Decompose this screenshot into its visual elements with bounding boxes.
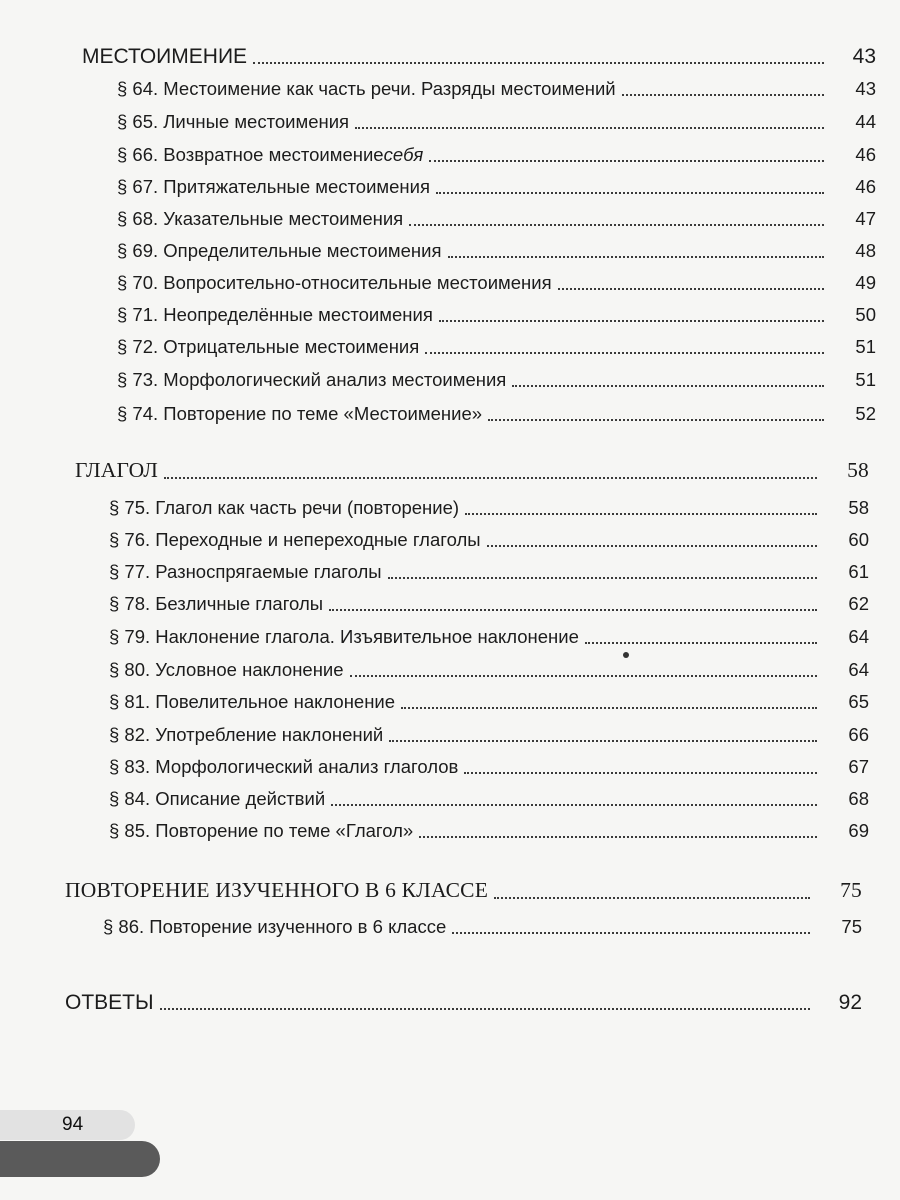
toc-page-number: 69 (848, 820, 869, 841)
toc-page-number: 64 (848, 626, 869, 647)
dot-leader (558, 288, 824, 290)
toc-entry-title: ПОВТОРЕНИЕ ИЗУЧЕННОГО В 6 КЛАССЕ (65, 878, 489, 902)
dot-leader (401, 707, 817, 709)
toc-page-number: 92 (838, 991, 862, 1014)
dot-leader (448, 256, 825, 258)
toc-page-number: 43 (855, 78, 876, 99)
toc-entry-title: § 75. Глагол как часть речи (повторение) (109, 497, 460, 518)
toc-entry-title: § 80. Условное наклонение (109, 659, 344, 680)
dot-leader (329, 609, 817, 611)
toc-entry (109, 531, 869, 550)
print-speck (623, 652, 629, 658)
toc-page-number: 49 (855, 272, 876, 293)
toc-entry-title: § 85. Повторение по теме «Глагол» (109, 820, 414, 841)
footer-decorative-bar (0, 1141, 160, 1177)
toc-entry (109, 693, 869, 712)
toc-entry-title: МЕСТОИМЕНИЕ (82, 45, 248, 68)
toc-page-number: 51 (855, 336, 876, 357)
toc-entry-title: § 84. Описание действий (109, 788, 326, 809)
toc-entry (109, 790, 869, 809)
toc-page-number: 64 (848, 659, 869, 680)
toc-entry (117, 80, 876, 99)
toc-page-number: 61 (848, 561, 869, 582)
dot-leader (465, 513, 817, 515)
toc-entry (109, 628, 869, 647)
toc-page-number: 46 (855, 144, 876, 165)
toc-page-number: 68 (848, 788, 869, 809)
toc-entry-title: § 71. Неопределённые местоимения (117, 304, 433, 325)
toc-entry-title: § 68. Указательные местоимения (117, 208, 404, 229)
dot-leader (160, 1008, 810, 1010)
dot-leader (164, 477, 817, 479)
toc-page-number: 52 (855, 403, 876, 424)
toc-entry (109, 822, 869, 841)
toc-page-number: 51 (855, 369, 876, 390)
toc-entry-title: § 69. Определительные местоимения (117, 240, 442, 261)
dot-leader (389, 740, 817, 742)
toc-entry (109, 499, 869, 518)
toc-page-number: 65 (848, 691, 869, 712)
toc-entry-title: § 81. Повелительное наклонение (109, 691, 396, 712)
dot-leader (452, 932, 810, 934)
toc-entry (103, 918, 862, 937)
toc-entry (109, 758, 869, 777)
toc-entry-title: § 64. Местоимение как часть речи. Разряды местоимений (117, 78, 616, 99)
dot-leader (622, 94, 824, 96)
toc-page-number: 58 (847, 458, 869, 482)
toc-entry (117, 146, 876, 165)
toc-page-number: 50 (855, 304, 876, 325)
toc-page-number: 60 (848, 529, 869, 550)
toc-entry (117, 210, 876, 229)
toc-entry-title: § 72. Отрицательные местоимения (117, 336, 420, 357)
dot-leader (512, 385, 824, 387)
toc-page-number: 47 (855, 208, 876, 229)
toc-entry (109, 726, 869, 745)
toc-entry-title: § 77. Разноспрягаемые глаголы (109, 561, 382, 582)
toc-entry-title: § 76. Переходные и непереходные глаголы (109, 529, 481, 550)
toc-entry-title: § 65. Личные местоимения (117, 111, 350, 132)
toc-section (65, 992, 862, 1013)
toc-section (82, 46, 876, 67)
toc-entry-title: § 74. Повторение по теме «Местоимение» (117, 403, 483, 424)
toc-entry-title: § 82. Употребление наклонений (109, 724, 384, 745)
dot-leader (425, 352, 824, 354)
toc-entry-title: ГЛАГОЛ (75, 458, 159, 482)
dot-leader (436, 192, 824, 194)
dot-leader (488, 419, 824, 421)
toc-entry (117, 178, 876, 197)
dot-leader (494, 897, 810, 899)
dot-leader (429, 160, 824, 162)
toc-entry-title: § 79. Наклонение глагола. Изъявительное наклонение (109, 626, 579, 647)
toc-entry-title: ОТВЕТЫ (65, 991, 154, 1014)
toc-entry-title-italic: себя (383, 144, 424, 165)
toc-section (75, 460, 869, 482)
toc-entry (109, 595, 869, 614)
toc-page-number: 66 (848, 724, 869, 745)
dot-leader (439, 320, 824, 322)
page-number: 94 (62, 1114, 84, 1135)
toc-entry (109, 563, 869, 582)
toc-entry (117, 371, 876, 390)
dot-leader (409, 224, 824, 226)
toc-page-number: 43 (852, 45, 876, 68)
toc-entry (109, 661, 869, 680)
toc-section (65, 880, 862, 902)
toc-entry-title: § 86. Повторение изученного в 6 классе (103, 916, 447, 937)
toc-entry (117, 113, 876, 132)
toc-page-number: 46 (855, 176, 876, 197)
dot-leader (253, 62, 824, 64)
dot-leader (331, 804, 817, 806)
dot-leader (419, 836, 817, 838)
toc-entry (117, 274, 876, 293)
dot-leader (388, 577, 817, 579)
dot-leader (464, 772, 817, 774)
toc-page-number: 48 (855, 240, 876, 261)
toc-entry-title: § 83. Морфологический анализ глаголов (109, 756, 459, 777)
toc-page-number: 44 (855, 111, 876, 132)
toc-entry (117, 306, 876, 325)
toc-entry (117, 242, 876, 261)
toc-entry (117, 405, 876, 424)
dot-leader (487, 545, 817, 547)
toc-page-number: 67 (848, 756, 869, 777)
dot-leader (355, 127, 824, 129)
toc-page-number: 75 (840, 878, 862, 902)
dot-leader (585, 642, 817, 644)
toc-page-number: 62 (848, 593, 869, 614)
toc-entry-title: § 66. Возвратное местоимение (117, 144, 384, 165)
dot-leader (350, 675, 817, 677)
toc-entry-title: § 70. Вопросительно-относительные местоимения (117, 272, 552, 293)
toc-entry-title: § 73. Морфологический анализ местоимения (117, 369, 507, 390)
toc-entry-title: § 67. Притяжательные местоимения (117, 176, 430, 197)
toc-page-number: 75 (841, 916, 862, 937)
toc-entry-title: § 78. Безличные глаголы (109, 593, 324, 614)
toc-page-number: 58 (848, 497, 869, 518)
toc-entry (117, 338, 876, 357)
